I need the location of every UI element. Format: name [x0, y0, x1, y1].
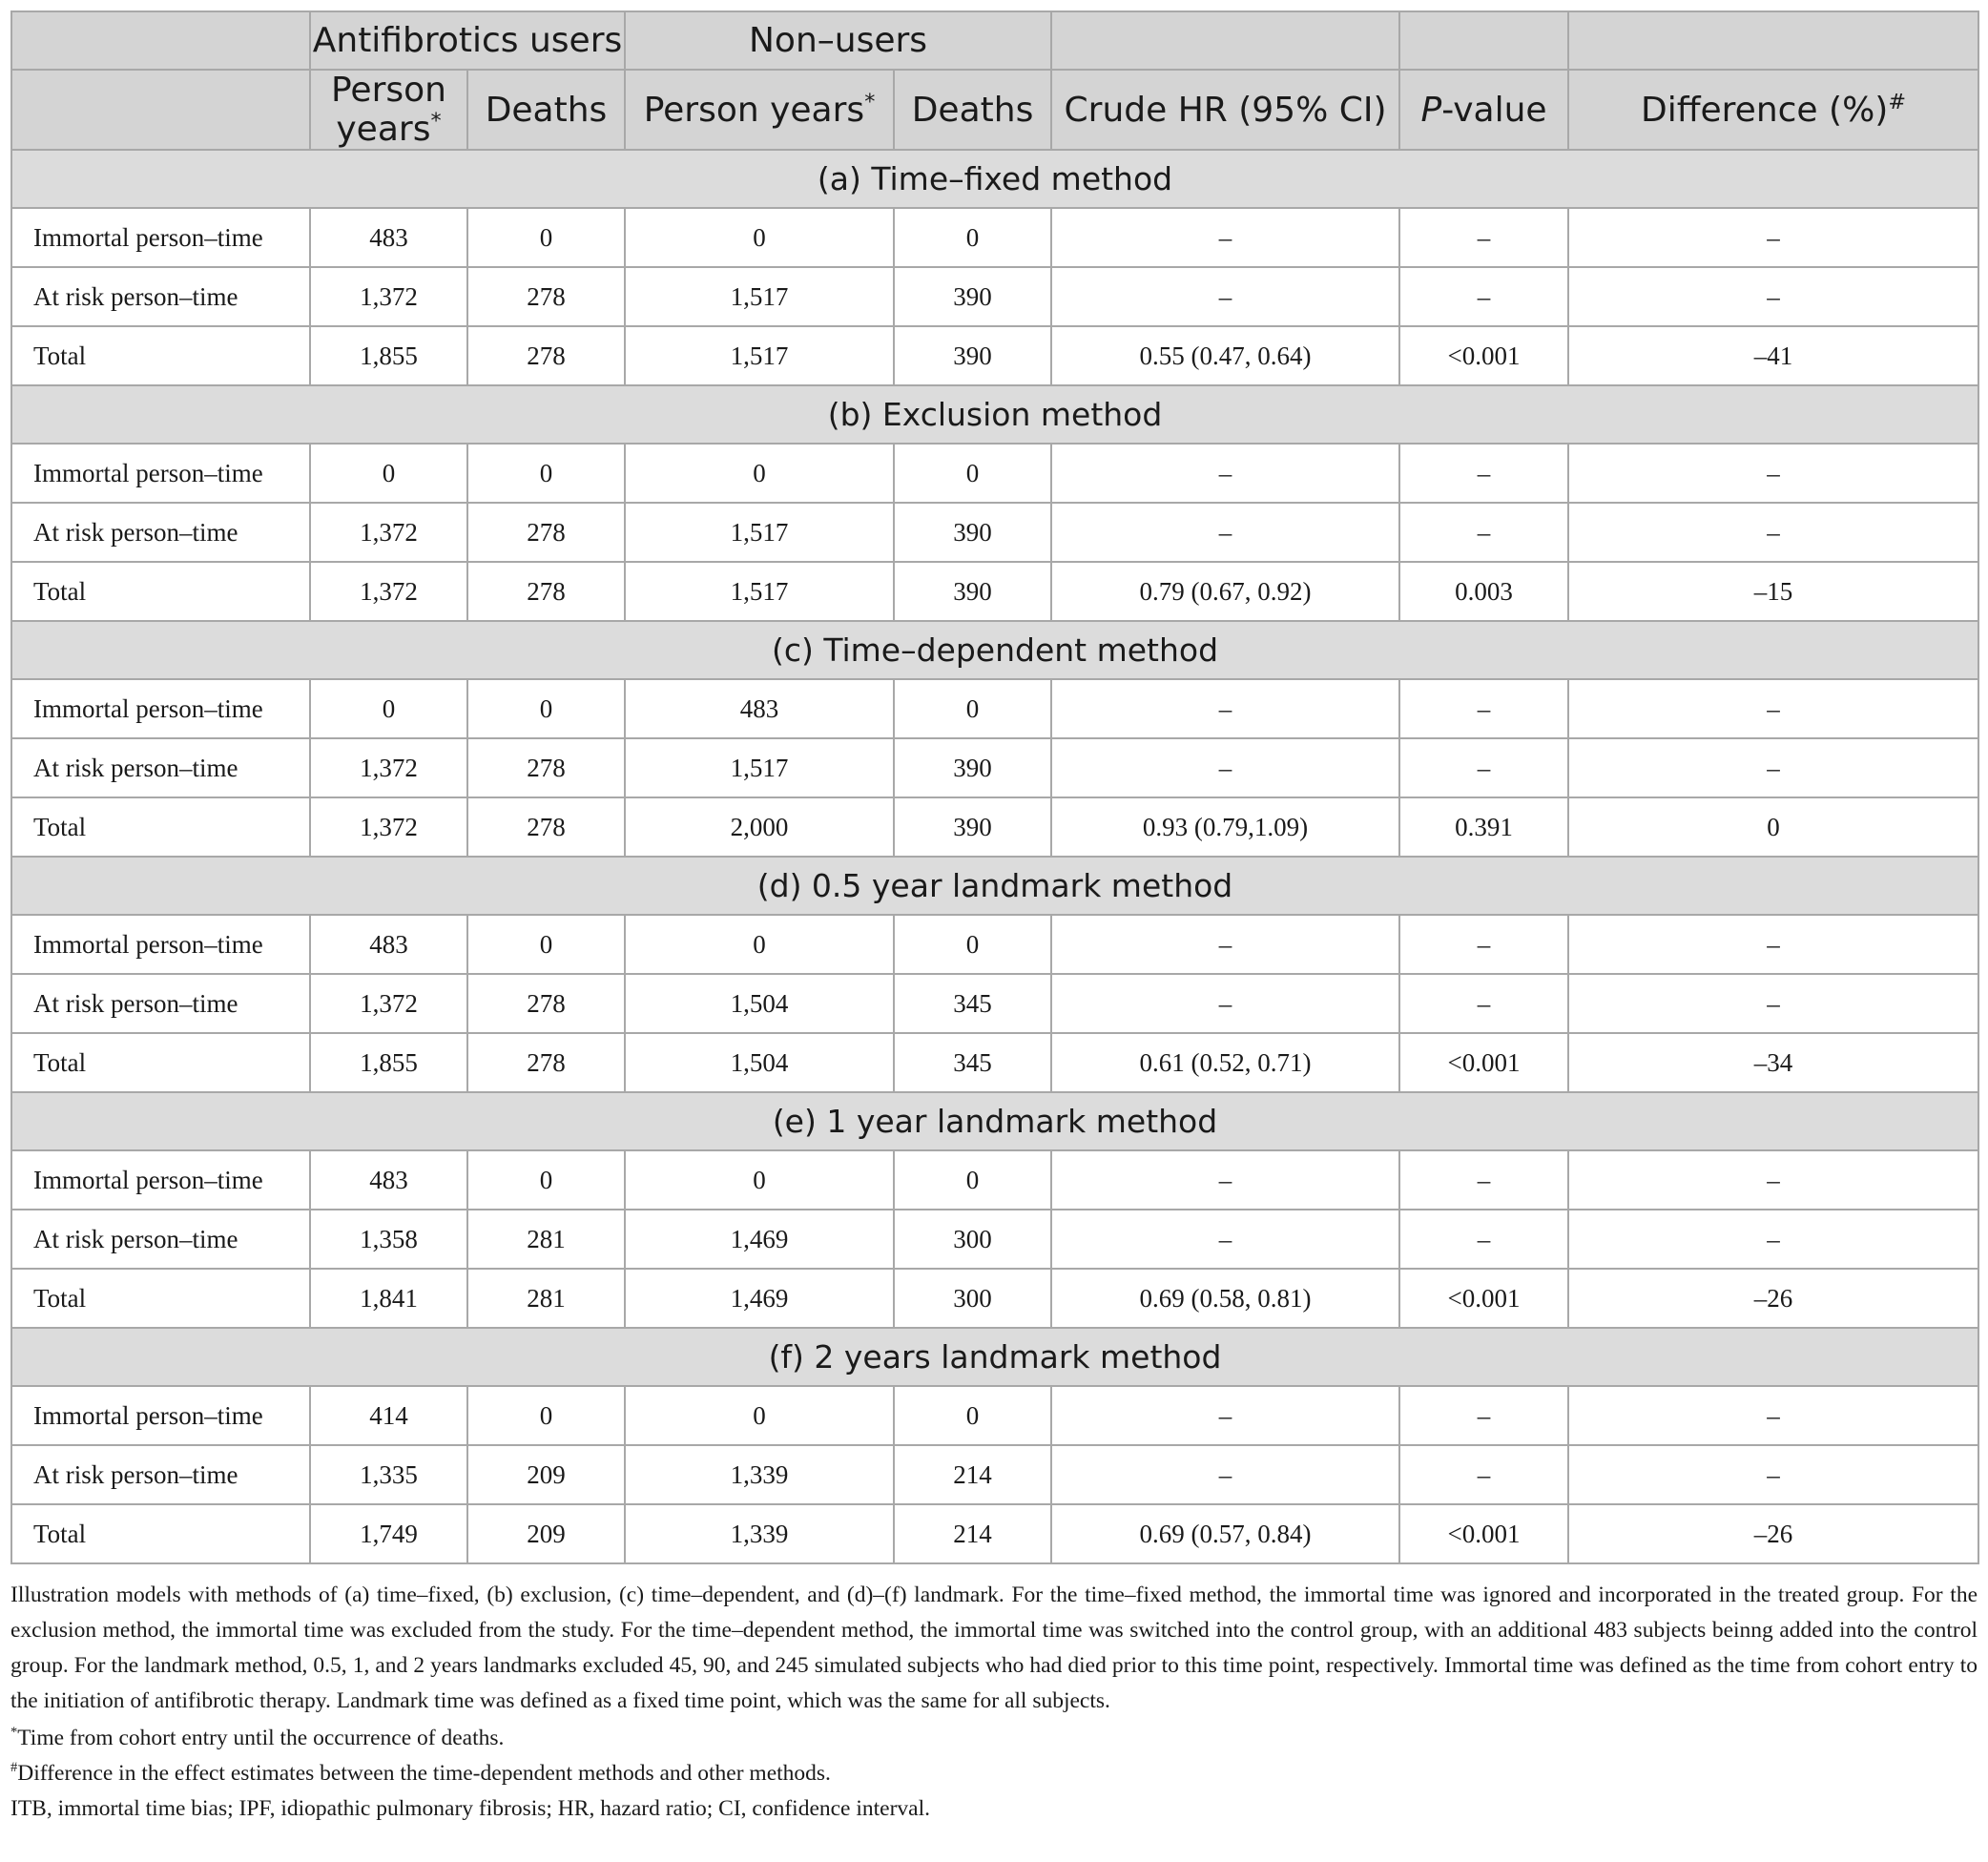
- cell-p-value: –: [1399, 1210, 1568, 1269]
- cell-difference: –15: [1568, 562, 1978, 621]
- section-header-row: [11, 1328, 1978, 1386]
- row-label: At risk person–time: [11, 1445, 310, 1504]
- cell-p-value: –: [1399, 679, 1568, 738]
- footnote-star: *Time from cohort entry until the occurrence of deaths.: [10, 1725, 505, 1750]
- cell-nonusers-deaths: 345: [894, 974, 1051, 1033]
- header-empty-hr: [1051, 11, 1399, 70]
- cell-nonusers-deaths: 0: [894, 1386, 1051, 1445]
- cell-p-value: –: [1399, 444, 1568, 503]
- row-label: Immortal person–time: [11, 444, 310, 503]
- cell-users-deaths: 0: [467, 444, 625, 503]
- cell-users-deaths: 278: [467, 503, 625, 562]
- header-nonusers-person-years: Person years*: [625, 70, 894, 150]
- cell-nonusers-deaths: 0: [894, 208, 1051, 267]
- cell-nonusers-person-years: 1,339: [625, 1445, 894, 1504]
- cell-crude-hr: –: [1051, 738, 1399, 797]
- cell-p-value: –: [1399, 267, 1568, 326]
- header-users-deaths: Deaths: [467, 70, 625, 150]
- cell-p-value: <0.001: [1399, 1504, 1568, 1563]
- row-label: Immortal person–time: [11, 1386, 310, 1445]
- cell-users-deaths: 0: [467, 1150, 625, 1210]
- table-row: [11, 679, 1978, 738]
- row-label: Immortal person–time: [11, 915, 310, 974]
- cell-nonusers-deaths: 214: [894, 1445, 1051, 1504]
- cell-p-value: –: [1399, 208, 1568, 267]
- table-row: [11, 1386, 1978, 1445]
- section-header-row: [11, 621, 1978, 679]
- cell-users-person-years: 1,372: [310, 738, 467, 797]
- cell-users-deaths: 278: [467, 1033, 625, 1092]
- cell-p-value: <0.001: [1399, 1033, 1568, 1092]
- header-empty-label-2: [11, 70, 310, 150]
- cell-p-value: –: [1399, 1386, 1568, 1445]
- cell-crude-hr: –: [1051, 1445, 1399, 1504]
- cell-nonusers-person-years: 0: [625, 208, 894, 267]
- cell-users-person-years: 1,358: [310, 1210, 467, 1269]
- cell-users-person-years: 1,372: [310, 503, 467, 562]
- cell-crude-hr: –: [1051, 267, 1399, 326]
- cell-users-deaths: 278: [467, 974, 625, 1033]
- cell-nonusers-deaths: 0: [894, 915, 1051, 974]
- row-label: Total: [11, 797, 310, 857]
- cell-nonusers-person-years: 1,517: [625, 503, 894, 562]
- row-label: Immortal person–time: [11, 1150, 310, 1210]
- cell-nonusers-person-years: 1,504: [625, 1033, 894, 1092]
- cell-p-value: 0.391: [1399, 797, 1568, 857]
- section-title: (d) 0.5 year landmark method: [11, 857, 1978, 915]
- cell-difference: –26: [1568, 1269, 1978, 1328]
- table-row: [11, 444, 1978, 503]
- cell-nonusers-deaths: 390: [894, 562, 1051, 621]
- cell-nonusers-person-years: 1,517: [625, 738, 894, 797]
- cell-users-deaths: 209: [467, 1504, 625, 1563]
- cell-nonusers-person-years: 2,000: [625, 797, 894, 857]
- cell-crude-hr: –: [1051, 1386, 1399, 1445]
- table-row: [11, 503, 1978, 562]
- cell-difference: –26: [1568, 1504, 1978, 1563]
- cell-crude-hr: 0.79 (0.67, 0.92): [1051, 562, 1399, 621]
- cell-users-person-years: 1,372: [310, 797, 467, 857]
- header-group-users: Antifibrotics users: [310, 11, 625, 70]
- cell-users-person-years: 1,372: [310, 562, 467, 621]
- row-label: At risk person–time: [11, 503, 310, 562]
- table-row: [11, 208, 1978, 267]
- header-users-person-years: Person years*: [310, 70, 467, 150]
- table-row: [11, 267, 1978, 326]
- cell-crude-hr: –: [1051, 1150, 1399, 1210]
- row-label: At risk person–time: [11, 974, 310, 1033]
- cell-users-person-years: 1,335: [310, 1445, 467, 1504]
- header-empty-diff: [1568, 11, 1978, 70]
- cell-nonusers-person-years: 1,517: [625, 326, 894, 385]
- section-header-row: [11, 1092, 1978, 1150]
- table-body: [11, 150, 1978, 1563]
- cell-users-person-years: 1,372: [310, 267, 467, 326]
- cell-nonusers-person-years: 0: [625, 915, 894, 974]
- header-empty-label: [11, 11, 310, 70]
- header-group-nonusers: Non–users: [625, 11, 1051, 70]
- cell-crude-hr: –: [1051, 503, 1399, 562]
- cell-users-deaths: 0: [467, 1386, 625, 1445]
- cell-users-deaths: 278: [467, 797, 625, 857]
- results-table: [10, 10, 1979, 1564]
- cell-users-person-years: 483: [310, 208, 467, 267]
- cell-difference: –: [1568, 679, 1978, 738]
- cell-difference: –: [1568, 1150, 1978, 1210]
- header-p-value: P-value: [1399, 70, 1568, 150]
- cell-nonusers-deaths: 0: [894, 679, 1051, 738]
- header-difference: Difference (%)#: [1568, 70, 1978, 150]
- table-row: [11, 797, 1978, 857]
- section-title: (a) Time–fixed method: [11, 150, 1978, 208]
- cell-users-person-years: 483: [310, 915, 467, 974]
- cell-users-person-years: 0: [310, 679, 467, 738]
- cell-p-value: –: [1399, 503, 1568, 562]
- cell-nonusers-person-years: 1,517: [625, 267, 894, 326]
- cell-difference: –34: [1568, 1033, 1978, 1092]
- cell-nonusers-person-years: 483: [625, 679, 894, 738]
- cell-crude-hr: –: [1051, 915, 1399, 974]
- cell-crude-hr: –: [1051, 974, 1399, 1033]
- cell-users-person-years: 414: [310, 1386, 467, 1445]
- cell-difference: –41: [1568, 326, 1978, 385]
- cell-difference: –: [1568, 1445, 1978, 1504]
- cell-nonusers-person-years: 0: [625, 1150, 894, 1210]
- cell-nonusers-deaths: 0: [894, 444, 1051, 503]
- footnote-hash: #Difference in the effect estimates between the time-dependent methods and other methods.: [10, 1760, 831, 1786]
- cell-difference: –: [1568, 915, 1978, 974]
- row-label: Immortal person–time: [11, 208, 310, 267]
- cell-users-person-years: 1,855: [310, 326, 467, 385]
- cell-users-deaths: 281: [467, 1269, 625, 1328]
- cell-crude-hr: –: [1051, 444, 1399, 503]
- section-header-row: [11, 385, 1978, 444]
- row-label: Total: [11, 1033, 310, 1092]
- cell-difference: –: [1568, 974, 1978, 1033]
- cell-difference: –: [1568, 738, 1978, 797]
- table-figure: [10, 10, 1978, 1827]
- cell-users-deaths: 278: [467, 562, 625, 621]
- cell-nonusers-deaths: 300: [894, 1269, 1051, 1328]
- cell-nonusers-person-years: 1,469: [625, 1210, 894, 1269]
- cell-users-deaths: 0: [467, 679, 625, 738]
- cell-nonusers-deaths: 300: [894, 1210, 1051, 1269]
- section-title: (f) 2 years landmark method: [11, 1328, 1978, 1386]
- cell-users-deaths: 281: [467, 1210, 625, 1269]
- cell-users-person-years: 1,841: [310, 1269, 467, 1328]
- row-label: Total: [11, 562, 310, 621]
- row-label: At risk person–time: [11, 1210, 310, 1269]
- cell-difference: –: [1568, 267, 1978, 326]
- section-title: (b) Exclusion method: [11, 385, 1978, 444]
- cell-nonusers-deaths: 345: [894, 1033, 1051, 1092]
- cell-crude-hr: 0.55 (0.47, 0.64): [1051, 326, 1399, 385]
- cell-difference: –: [1568, 1210, 1978, 1269]
- header-row-columns: [11, 70, 1978, 150]
- cell-nonusers-deaths: 390: [894, 797, 1051, 857]
- table-notes: [10, 1578, 1978, 1827]
- cell-nonusers-deaths: 390: [894, 738, 1051, 797]
- section-header-row: [11, 857, 1978, 915]
- cell-p-value: –: [1399, 915, 1568, 974]
- cell-nonusers-person-years: 1,517: [625, 562, 894, 621]
- cell-p-value: –: [1399, 1150, 1568, 1210]
- cell-crude-hr: 0.69 (0.58, 0.81): [1051, 1269, 1399, 1328]
- cell-nonusers-deaths: 390: [894, 326, 1051, 385]
- cell-users-deaths: 209: [467, 1445, 625, 1504]
- section-header-row: [11, 150, 1978, 208]
- table-row: [11, 562, 1978, 621]
- cell-users-deaths: 278: [467, 267, 625, 326]
- header-empty-p: [1399, 11, 1568, 70]
- cell-users-person-years: 0: [310, 444, 467, 503]
- header-nonusers-deaths: Deaths: [894, 70, 1051, 150]
- cell-users-deaths: 278: [467, 326, 625, 385]
- section-title: (e) 1 year landmark method: [11, 1092, 1978, 1150]
- cell-crude-hr: –: [1051, 679, 1399, 738]
- table-row: [11, 974, 1978, 1033]
- cell-nonusers-person-years: 1,339: [625, 1504, 894, 1563]
- row-label: Total: [11, 326, 310, 385]
- cell-crude-hr: 0.61 (0.52, 0.71): [1051, 1033, 1399, 1092]
- cell-users-person-years: 483: [310, 1150, 467, 1210]
- cell-p-value: <0.001: [1399, 326, 1568, 385]
- cell-crude-hr: 0.93 (0.79,1.09): [1051, 797, 1399, 857]
- table-row: [11, 1210, 1978, 1269]
- cell-nonusers-deaths: 0: [894, 1150, 1051, 1210]
- row-label: Total: [11, 1269, 310, 1328]
- cell-difference: –: [1568, 1386, 1978, 1445]
- cell-nonusers-deaths: 390: [894, 503, 1051, 562]
- cell-nonusers-person-years: 1,504: [625, 974, 894, 1033]
- cell-p-value: –: [1399, 738, 1568, 797]
- cell-users-deaths: 0: [467, 915, 625, 974]
- cell-nonusers-person-years: 1,469: [625, 1269, 894, 1328]
- cell-difference: –: [1568, 444, 1978, 503]
- caption-text: Illustration models with methods of (a) time–fixed, (b) exclusion, (c) time–dependent, and (d)–(f) landmark. For the time–fixed method, the immortal time was ignored and incorporated in the treated group. For the exclusion method, the immortal time was excluded from the study. For the time–dependent method, the immortal time was switched into the control group, with an additional 483 subjects beinng added into the control group. For the landmark method, 0.5, 1, and 2 years landmarks excluded 45, 90, and 245 simulated subjects who had died prior to this time point, respectively. Immortal time was defined as the time from cohort entry to the initiation of antifibrotic therapy. Landmark time was defined as a fixed time point, which was the same for all subjects.: [10, 1583, 1978, 1713]
- cell-crude-hr: –: [1051, 208, 1399, 267]
- cell-difference: –: [1568, 503, 1978, 562]
- cell-users-person-years: 1,749: [310, 1504, 467, 1563]
- abbreviations: ITB, immortal time bias; IPF, idiopathic pulmonary fibrosis; HR, hazard ratio; CI, confidence interval.: [10, 1796, 931, 1821]
- cell-p-value: –: [1399, 1445, 1568, 1504]
- table-row: [11, 1504, 1978, 1563]
- table-row: [11, 1033, 1978, 1092]
- cell-nonusers-person-years: 0: [625, 1386, 894, 1445]
- row-label: Immortal person–time: [11, 679, 310, 738]
- cell-nonusers-deaths: 214: [894, 1504, 1051, 1563]
- cell-crude-hr: 0.69 (0.57, 0.84): [1051, 1504, 1399, 1563]
- cell-nonusers-deaths: 390: [894, 267, 1051, 326]
- cell-p-value: 0.003: [1399, 562, 1568, 621]
- table-row: [11, 1150, 1978, 1210]
- row-label: At risk person–time: [11, 267, 310, 326]
- cell-users-person-years: 1,855: [310, 1033, 467, 1092]
- cell-users-deaths: 0: [467, 208, 625, 267]
- cell-p-value: –: [1399, 974, 1568, 1033]
- cell-difference: 0: [1568, 797, 1978, 857]
- cell-p-value: <0.001: [1399, 1269, 1568, 1328]
- table-row: [11, 915, 1978, 974]
- section-title: (c) Time–dependent method: [11, 621, 1978, 679]
- header-crude-hr: Crude HR (95% CI): [1051, 70, 1399, 150]
- table-row: [11, 1445, 1978, 1504]
- table-row: [11, 326, 1978, 385]
- table-row: [11, 738, 1978, 797]
- row-label: Total: [11, 1504, 310, 1563]
- cell-difference: –: [1568, 208, 1978, 267]
- header-row-groups: [11, 11, 1978, 70]
- cell-users-person-years: 1,372: [310, 974, 467, 1033]
- cell-crude-hr: –: [1051, 1210, 1399, 1269]
- cell-nonusers-person-years: 0: [625, 444, 894, 503]
- row-label: At risk person–time: [11, 738, 310, 797]
- cell-users-deaths: 278: [467, 738, 625, 797]
- table-row: [11, 1269, 1978, 1328]
